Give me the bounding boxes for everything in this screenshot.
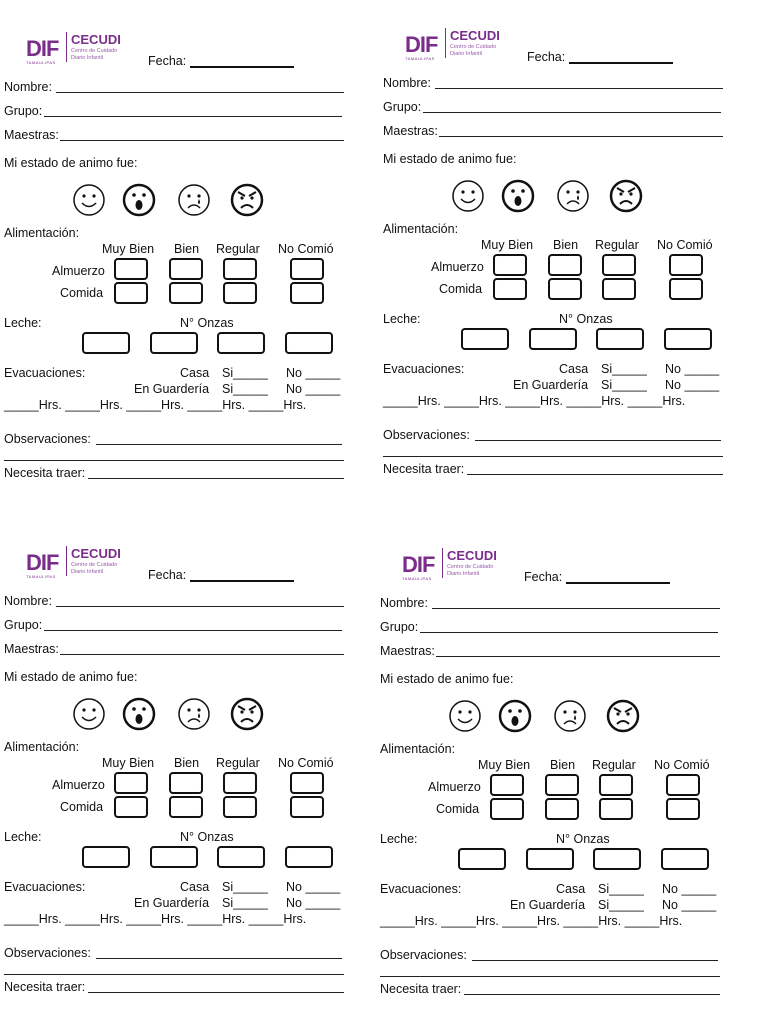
almuerzo-regular-box[interactable] — [223, 772, 257, 794]
almuerzo-label: Almuerzo — [52, 778, 105, 792]
observaciones-label: Observaciones: — [4, 946, 91, 960]
guarderia-label: En Guardería — [513, 378, 589, 392]
animo-label: Mi estado de animo fue: — [383, 152, 517, 166]
guarderia-si-field[interactable]: Si_____ — [222, 896, 268, 910]
evacuaciones-label: Evacuaciones: — [4, 880, 86, 894]
casa-si-field[interactable]: Si_____ — [598, 882, 644, 896]
leche-box-3[interactable] — [217, 846, 265, 868]
maestras-label: Maestras: — [383, 124, 438, 138]
dif-cecudi-logo — [402, 546, 522, 580]
casa-label: Casa — [180, 880, 210, 894]
dif-logo-text: DIF — [405, 32, 438, 57]
comida-bien-box[interactable] — [545, 798, 579, 820]
leche-box-3[interactable] — [217, 332, 265, 354]
comida-bien-box[interactable] — [548, 278, 582, 300]
leche-box-4[interactable] — [285, 846, 333, 868]
casa-no-field[interactable]: No _____ — [662, 882, 717, 896]
almuerzo-label: Almuerzo — [428, 780, 481, 794]
dif-state-text: TAMAULIPAS — [402, 576, 432, 581]
leche-label: Leche: — [380, 832, 418, 846]
dif-cecudi-logo — [405, 26, 525, 60]
fecha-field[interactable] — [190, 580, 294, 582]
maestras-label: Maestras: — [4, 642, 59, 656]
col-regular: Regular — [216, 242, 260, 256]
comida-regular-box[interactable] — [602, 278, 636, 300]
comida-label: Comida — [439, 282, 483, 296]
leche-box-4[interactable] — [661, 848, 709, 870]
maestras-field[interactable] — [60, 140, 344, 141]
observaciones-field[interactable] — [96, 444, 342, 445]
dif-logo-text: DIF — [402, 552, 435, 577]
col-no-comio: No Comió — [278, 756, 334, 770]
cecudi-subtitle-1: Centro de Cuidado — [71, 48, 118, 54]
col-no-comio: No Comió — [657, 238, 713, 252]
nombre-field[interactable] — [56, 606, 344, 607]
surprised-face-icon[interactable] — [122, 183, 156, 217]
dif-state-text: TAMAULIPAS — [26, 574, 56, 579]
cecudi-logo-text: CECUDI — [450, 28, 500, 43]
fecha-label: Fecha: — [527, 50, 566, 64]
almuerzo-bien-box[interactable] — [169, 258, 203, 280]
leche-box-1[interactable] — [458, 848, 506, 870]
col-no-comio: No Comió — [654, 758, 710, 772]
leche-label: Leche: — [4, 316, 42, 330]
col-bien: Bien — [550, 758, 576, 772]
nombre-field[interactable] — [432, 608, 720, 609]
comida-label: Comida — [436, 802, 480, 816]
leche-label: Leche: — [4, 830, 42, 844]
leche-box-4[interactable] — [285, 332, 333, 354]
logo-divider — [445, 28, 446, 58]
leche-box-1[interactable] — [82, 846, 130, 868]
almuerzo-label: Almuerzo — [431, 260, 484, 274]
comida-no-comio-box[interactable] — [290, 282, 324, 304]
casa-si-field[interactable]: Si_____ — [601, 362, 647, 376]
daily-report-form-1 — [4, 30, 354, 500]
onzas-label: N° Onzas — [180, 316, 234, 330]
col-regular: Regular — [592, 758, 636, 772]
leche-box-1[interactable] — [461, 328, 509, 350]
leche-box-4[interactable] — [664, 328, 712, 350]
maestras-label: Maestras: — [380, 644, 435, 658]
guarderia-no-field[interactable]: No _____ — [286, 382, 341, 396]
casa-no-field[interactable]: No _____ — [665, 362, 720, 376]
comida-label: Comida — [60, 800, 104, 814]
comida-regular-box[interactable] — [223, 796, 257, 818]
leche-box-2[interactable] — [529, 328, 577, 350]
comida-no-comio-box[interactable] — [666, 798, 700, 820]
almuerzo-no-comio-box[interactable] — [290, 772, 324, 794]
col-muy-bien: Muy Bien — [102, 242, 155, 256]
fecha-label: Fecha: — [148, 54, 187, 68]
happy-face-icon[interactable] — [448, 699, 482, 733]
leche-label: Leche: — [383, 312, 421, 326]
almuerzo-no-comio-box[interactable] — [669, 254, 703, 276]
necesita-traer-field[interactable] — [464, 994, 720, 995]
observaciones-label: Observaciones: — [4, 432, 91, 446]
hrs-fields[interactable]: _____Hrs. _____Hrs. _____Hrs. _____Hrs. _____Hrs. — [383, 394, 686, 408]
surprised-face-icon[interactable] — [498, 699, 532, 733]
nombre-field[interactable] — [435, 88, 723, 89]
fecha-label: Fecha: — [148, 568, 187, 582]
nombre-label: Nombre: — [4, 80, 52, 94]
necesita-traer-field[interactable] — [88, 478, 344, 479]
leche-box-3[interactable] — [593, 848, 641, 870]
happy-face-icon[interactable] — [451, 179, 485, 213]
grupo-label: Grupo: — [4, 104, 43, 118]
animo-label: Mi estado de animo fue: — [4, 156, 138, 170]
cecudi-subtitle-1: Centro de Cuidado — [71, 562, 118, 568]
guarderia-si-field[interactable]: Si_____ — [601, 378, 647, 392]
daily-report-form-3 — [4, 544, 354, 1014]
casa-no-field[interactable]: No _____ — [286, 880, 341, 894]
angry-face-icon[interactable] — [230, 697, 264, 731]
leche-box-2[interactable] — [150, 332, 198, 354]
surprised-face-icon[interactable] — [122, 697, 156, 731]
sad-face-icon[interactable] — [177, 697, 211, 731]
animo-label: Mi estado de animo fue: — [380, 672, 514, 686]
fecha-label: Fecha: — [524, 570, 563, 584]
observaciones-field[interactable] — [96, 958, 342, 959]
happy-face-icon[interactable] — [72, 697, 106, 731]
nombre-field[interactable] — [56, 92, 344, 93]
evacuaciones-label: Evacuaciones: — [383, 362, 465, 376]
dif-logo-text: DIF — [26, 550, 59, 575]
cecudi-logo-text: CECUDI — [447, 548, 497, 563]
maestras-field[interactable] — [60, 654, 344, 655]
col-bien: Bien — [553, 238, 579, 252]
comida-muy-bien-box[interactable] — [114, 796, 148, 818]
grupo-field[interactable] — [44, 630, 342, 631]
necesita-traer-label: Necesita traer: — [383, 462, 465, 476]
onzas-label: N° Onzas — [559, 312, 613, 326]
guarderia-label: En Guardería — [510, 898, 586, 912]
grupo-field[interactable] — [423, 112, 721, 113]
angry-face-icon[interactable] — [606, 699, 640, 733]
evacuaciones-label: Evacuaciones: — [380, 882, 462, 896]
sad-face-icon[interactable] — [177, 183, 211, 217]
fecha-field[interactable] — [566, 582, 670, 584]
cecudi-logo-text: CECUDI — [71, 546, 121, 561]
necesita-traer-field[interactable] — [467, 474, 723, 475]
observaciones-field-2[interactable] — [380, 976, 720, 977]
daily-report-form-2 — [383, 26, 733, 496]
guarderia-si-field[interactable]: Si_____ — [598, 898, 644, 912]
hrs-fields[interactable]: _____Hrs. _____Hrs. _____Hrs. _____Hrs. _____Hrs. — [380, 914, 683, 928]
onzas-label: N° Onzas — [180, 830, 234, 844]
logo-divider — [66, 546, 67, 576]
almuerzo-no-comio-box[interactable] — [666, 774, 700, 796]
comida-no-comio-box[interactable] — [669, 278, 703, 300]
casa-si-field[interactable]: Si_____ — [222, 880, 268, 894]
dif-state-text: TAMAULIPAS — [26, 60, 56, 65]
casa-no-field[interactable]: No _____ — [286, 366, 341, 380]
almuerzo-muy-bien-box[interactable] — [493, 254, 527, 276]
leche-box-1[interactable] — [82, 332, 130, 354]
observaciones-field[interactable] — [475, 440, 721, 441]
col-regular: Regular — [595, 238, 639, 252]
grupo-label: Grupo: — [383, 100, 422, 114]
logo-divider — [442, 548, 443, 578]
leche-box-3[interactable] — [596, 328, 644, 350]
logo-divider — [66, 32, 67, 62]
nombre-label: Nombre: — [4, 594, 52, 608]
casa-si-field[interactable]: Si_____ — [222, 366, 268, 380]
necesita-traer-label: Necesita traer: — [4, 466, 86, 480]
almuerzo-muy-bien-box[interactable] — [114, 258, 148, 280]
comida-bien-box[interactable] — [169, 282, 203, 304]
animo-label: Mi estado de animo fue: — [4, 670, 138, 684]
comida-bien-box[interactable] — [169, 796, 203, 818]
sad-face-icon[interactable] — [553, 699, 587, 733]
surprised-face-icon[interactable] — [501, 179, 535, 213]
grupo-field[interactable] — [420, 632, 718, 633]
angry-face-icon[interactable] — [609, 179, 643, 213]
onzas-label: N° Onzas — [556, 832, 610, 846]
cecudi-subtitle-1: Centro de Cuidado — [450, 44, 497, 50]
col-muy-bien: Muy Bien — [102, 756, 155, 770]
alimentacion-label: Alimentación: — [4, 740, 80, 754]
comida-muy-bien-box[interactable] — [490, 798, 524, 820]
cecudi-subtitle-2: Diario Infantil — [71, 569, 104, 575]
observaciones-field-2[interactable] — [383, 456, 723, 457]
fecha-field[interactable] — [569, 62, 673, 64]
almuerzo-bien-box[interactable] — [545, 774, 579, 796]
fecha-field[interactable] — [190, 66, 294, 68]
guarderia-no-field[interactable]: No _____ — [665, 378, 720, 392]
almuerzo-regular-box[interactable] — [599, 774, 633, 796]
necesita-traer-label: Necesita traer: — [380, 982, 462, 996]
casa-label: Casa — [556, 882, 586, 896]
necesita-traer-field[interactable] — [88, 992, 344, 993]
almuerzo-muy-bien-box[interactable] — [114, 772, 148, 794]
nombre-label: Nombre: — [380, 596, 428, 610]
guarderia-label: En Guardería — [134, 896, 210, 910]
almuerzo-no-comio-box[interactable] — [290, 258, 324, 280]
comida-label: Comida — [60, 286, 104, 300]
alimentacion-label: Alimentación: — [4, 226, 80, 240]
dif-cecudi-logo — [26, 30, 146, 64]
cecudi-subtitle-1: Centro de Cuidado — [447, 564, 494, 570]
hrs-fields[interactable]: _____Hrs. _____Hrs. _____Hrs. _____Hrs. _____Hrs. — [4, 912, 307, 926]
hrs-fields[interactable]: _____Hrs. _____Hrs. _____Hrs. _____Hrs. _____Hrs. — [4, 398, 307, 412]
comida-muy-bien-box[interactable] — [493, 278, 527, 300]
maestras-field[interactable] — [436, 656, 720, 657]
happy-face-icon[interactable] — [72, 183, 106, 217]
maestras-label: Maestras: — [4, 128, 59, 142]
comida-regular-box[interactable] — [599, 798, 633, 820]
observaciones-field[interactable] — [472, 960, 718, 961]
guarderia-label: En Guardería — [134, 382, 210, 396]
alimentacion-label: Alimentación: — [380, 742, 456, 756]
dif-cecudi-logo — [26, 544, 146, 578]
col-muy-bien: Muy Bien — [478, 758, 531, 772]
almuerzo-bien-box[interactable] — [548, 254, 582, 276]
observaciones-label: Observaciones: — [380, 948, 467, 962]
almuerzo-muy-bien-box[interactable] — [490, 774, 524, 796]
grupo-label: Grupo: — [380, 620, 419, 634]
dif-logo-text: DIF — [26, 36, 59, 61]
almuerzo-bien-box[interactable] — [169, 772, 203, 794]
casa-label: Casa — [180, 366, 210, 380]
nombre-label: Nombre: — [383, 76, 431, 90]
cecudi-logo-text: CECUDI — [71, 32, 121, 47]
almuerzo-regular-box[interactable] — [602, 254, 636, 276]
guarderia-no-field[interactable]: No _____ — [286, 896, 341, 910]
comida-regular-box[interactable] — [223, 282, 257, 304]
leche-box-2[interactable] — [150, 846, 198, 868]
alimentacion-label: Alimentación: — [383, 222, 459, 236]
almuerzo-regular-box[interactable] — [223, 258, 257, 280]
col-regular: Regular — [216, 756, 260, 770]
guarderia-si-field[interactable]: Si_____ — [222, 382, 268, 396]
col-muy-bien: Muy Bien — [481, 238, 534, 252]
daily-report-form-4 — [380, 546, 730, 1016]
cecudi-subtitle-2: Diario Infantil — [447, 571, 480, 577]
casa-label: Casa — [559, 362, 589, 376]
comida-muy-bien-box[interactable] — [114, 282, 148, 304]
col-bien: Bien — [174, 756, 200, 770]
dif-state-text: TAMAULIPAS — [405, 56, 435, 61]
grupo-label: Grupo: — [4, 618, 43, 632]
evacuaciones-label: Evacuaciones: — [4, 366, 86, 380]
col-bien: Bien — [174, 242, 200, 256]
observaciones-field-2[interactable] — [4, 974, 344, 975]
col-no-comio: No Comió — [278, 242, 334, 256]
cecudi-subtitle-2: Diario Infantil — [450, 51, 483, 57]
almuerzo-label: Almuerzo — [52, 264, 105, 278]
cecudi-subtitle-2: Diario Infantil — [71, 55, 104, 61]
guarderia-no-field[interactable]: No _____ — [662, 898, 717, 912]
sad-face-icon[interactable] — [556, 179, 590, 213]
leche-box-2[interactable] — [526, 848, 574, 870]
observaciones-label: Observaciones: — [383, 428, 470, 442]
necesita-traer-label: Necesita traer: — [4, 980, 86, 994]
observaciones-field-2[interactable] — [4, 460, 344, 461]
maestras-field[interactable] — [439, 136, 723, 137]
grupo-field[interactable] — [44, 116, 342, 117]
angry-face-icon[interactable] — [230, 183, 264, 217]
comida-no-comio-box[interactable] — [290, 796, 324, 818]
